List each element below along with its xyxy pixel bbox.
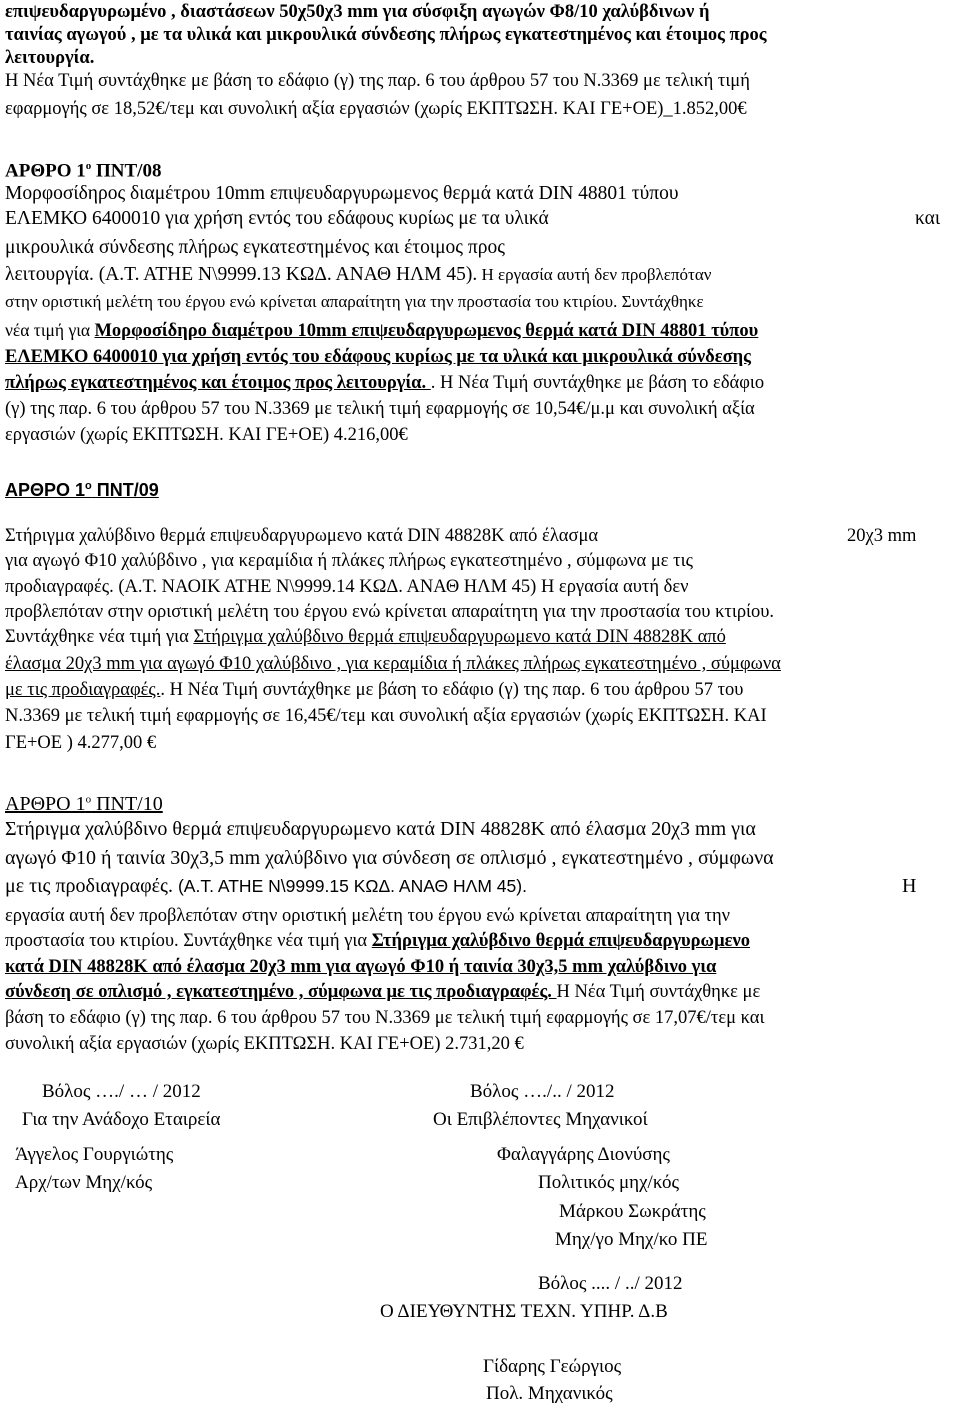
article-08-line-8	[5, 371, 764, 395]
article-09-line-5	[5, 625, 726, 649]
article-10-line-7b: Η Νέα Τιμή συντάχθηκε με	[556, 982, 761, 1002]
right-signature-role: Οι Επιβλέποντες Μηχανικοί	[433, 1109, 648, 1130]
article-10-heading-sup: ο	[85, 793, 92, 805]
article-08-heading	[5, 153, 161, 184]
intro-line-3: λειτουργία.	[5, 48, 95, 68]
article-08-line-6a: νέα τιμή για	[5, 320, 95, 340]
article-09-line-1b: 20χ3 mm	[847, 526, 917, 546]
article-09-line-4: προβλεπόταν στην οριστική μελέτη του έργου ενώ κρίνεται απαραίτητη για την προστασία του κτιρίου.	[5, 602, 775, 622]
intro-line-1: επιψευδαργυρωμένο , διαστάσεων 50χ50χ3 mm για σύσφιξη αγωγών Φ8/10 χαλύβδινων ή	[5, 2, 710, 22]
right-signature-name-2: Μάρκου Σωκράτης	[559, 1201, 706, 1222]
article-09-line-7a: με τις προδιαγραφές.	[5, 680, 161, 700]
article-10-line-8: βάση το εδάφιο (γ) της παρ. 6 του άρθρου 57 του Ν.3369 με τελική τιμή εφαρμογής σε 17,07€/τεμ και	[5, 1008, 765, 1028]
article-08-line-6	[5, 318, 758, 343]
left-signature-name: Άγγελος Γουργιώτης	[15, 1144, 174, 1165]
article-10-line-3c: Η	[902, 875, 917, 897]
director-signature-name: Γίδαρης Γεώργιος	[483, 1356, 622, 1377]
intro-line-5: εφαρμογής σε 18,52€/τεμ και συνολική αξία εργασιών (χωρίς ΕΚΠΤΩΣΗ. ΚΑΙ ΓΕ+ΟΕ)_1.852,00€	[5, 99, 747, 119]
article-09-line-1	[5, 524, 917, 548]
article-09-heading-code: ΠΝΤ/09	[91, 480, 159, 500]
director-signature-date: Βόλος .... / ../ 2012	[538, 1273, 683, 1294]
article-10-heading-text	[5, 793, 163, 815]
article-09-heading-text	[5, 480, 159, 500]
article-09-line-2: για αγωγό Φ10 χαλύβδινο , για κεραμίδια ή πλάκες πλήρως εγκατεστημένο , σύμφωνα με τις	[5, 551, 693, 571]
article-08-line-1: Μορφοσίδηρος διαμέτρου 10mm επιψευδαργυρωμενος θερμά κατά DIN 48801 τύπου	[5, 183, 679, 204]
article-08-line-9: (γ) της παρ. 6 του άρθρου 57 του Ν.3369 με τελική τιμή εφαρμογής σε 10,54€/μ.μ και συνολική αξία	[5, 399, 755, 419]
article-08-line-10: εργασιών (χωρίς ΕΚΠΤΩΣΗ. ΚΑΙ ΓΕ+ΟΕ) 4.216,00€	[5, 425, 408, 445]
intro-line-4: Η Νέα Τιμή συντάχθηκε με βάση το εδάφιο (γ) της παρ. 6 του άρθρου 57 του Ν.3369 με τελική τιμή	[5, 71, 750, 91]
article-08-line-3: μικρουλικά σύνδεσης πλήρως εγκατεστημένος και έτοιμος προς	[5, 237, 505, 258]
article-08-line-6b: Μορφοσίδηρο διαμέτρου 10mm επιψευδαργυρωμενος θερμά κατά DIN 48801 τύπου	[94, 321, 759, 341]
article-10-line-3	[5, 873, 917, 899]
left-signature-role: Για την Ανάδοχο Εταιρεία	[22, 1109, 221, 1130]
article-10-line-7a: σύνδεση σε οπλισμό , εγκατεστημένο , σύμφωνα με τις προδιαγραφές.	[5, 982, 557, 1002]
left-signature-date: Βόλος …./ … / 2012	[42, 1081, 201, 1102]
article-08-line-5: στην οριστική μελέτη του έργου ενώ κρίνεται απαραίτητη για την προστασία του κτιρίου. Συντάχθηκε	[5, 292, 704, 311]
article-08-line-8a: πλήρως εγκατεστημένος και έτοιμος προς λειτουργία.	[5, 373, 431, 393]
article-08-line-4b: Η εργασία αυτή δεν προβλεπόταν	[477, 265, 712, 284]
article-10-line-2: αγωγό Φ10 ή ταινία 30χ3,5 mm χαλύβδινο για σύνδεση σε οπλισμό , εγκατεστημένο , σύμφωνα	[5, 847, 774, 869]
right-signature-title-1: Πολιτικός μηχ/κός	[538, 1172, 680, 1193]
article-09-line-3: προδιαγραφές. (Α.Τ. ΝΑΟΙΚ ΑΤΗΕ Ν\9999.14 ΚΩΔ. ΑΝΑΘ ΗΛΜ 45) Η εργασία αυτή δεν	[5, 577, 689, 597]
director-signature-title: Πολ. Μηχανικός	[486, 1383, 613, 1404]
right-signature-date: Βόλος …./.. / 2012	[470, 1081, 615, 1102]
article-08-line-7: ΕΛΕΜΚΟ 6400010 για χρήση εντός του εδάφους κυρίως με τα υλικά και μικρουλικά σύνδεσης	[5, 347, 751, 367]
article-09-heading-prefix: ΑΡΘΡΟ 1	[5, 480, 86, 500]
article-09-line-8: Ν.3369 με τελική τιμή εφαρμογής σε 16,45€/τεμ και συνολική αξία εργασιών (χωρίς ΕΚΠΤΩΣΗ. ΚΑΙ	[5, 706, 767, 726]
intro-line-2: ταινίας αγωγού , με τα υλικά και μικρουλικά σύνδεσης πλήρως εγκατεστημένος και έτοιμος προς	[5, 25, 767, 45]
article-10-line-5b: Στήριγμα χαλύβδινο θερμά επιψευδαργυρωμενο	[371, 931, 750, 951]
director-signature-role: Ο ΔΙΕΥΘΥΝΤΗΣ ΤΕΧΝ. ΥΠΗΡ. Δ.Β	[380, 1301, 668, 1322]
article-10-line-4: εργασία αυτή δεν προβλεπόταν στην οριστική μελέτη του έργου ενώ κρίνεται απαραίτητη για την	[5, 906, 730, 926]
article-08-line-4	[5, 262, 711, 288]
article-10-line-6: κατά DIN 48828K από έλασμα 20χ3 mm για αγωγό Φ10 ή ταινία 30χ3,5 mm χαλύβδινο για	[5, 957, 717, 977]
article-10-line-3b: (Α.Τ. ΑΤΗΕ Ν\9999.15 ΚΩΔ. ΑΝΑΘ ΗΛΜ 45).	[177, 876, 527, 896]
article-09-line-5b: Στήριγμα χαλύβδινο θερμά επιψευδαργυρωμενο κατά DIN 48828K από	[193, 627, 726, 647]
article-08-line-4a: λειτουργία. (Α.Τ. ΑΤΗΕ Ν\9999.13 ΚΩΔ. ΑΝΑΘ ΗΛΜ 45).	[5, 264, 478, 285]
article-09-line-7	[5, 678, 743, 702]
article-09-heading	[5, 473, 159, 503]
article-08-heading-prefix: ΑΡΘΡΟ 1	[5, 160, 86, 182]
article-10-heading-prefix: ΑΡΘΡΟ 1	[5, 792, 86, 815]
article-09-line-6: έλασμα 20χ3 mm για αγωγό Φ10 χαλύβδινο , για κεραμίδια ή πλάκες πλήρως εγκατεστημένο , σύμφωνα	[5, 654, 781, 674]
article-08-line-8b: . Η Νέα Τιμή συντάχθηκε με βάση το εδάφιο	[430, 373, 765, 393]
left-signature-title: Αρχ/των Μηχ/κός	[15, 1172, 153, 1193]
article-08-line-2a: ΕΛΕΜΚΟ 6400010 για χρήση εντός του εδάφους κυρίως με τα υλικά	[5, 208, 549, 229]
article-08-line-2	[5, 206, 941, 232]
article-10-line-5a: προστασία του κτιρίου. Συντάχθηκε νέα τιμή για	[5, 931, 372, 951]
article-08-heading-sup: ο	[85, 160, 92, 172]
article-09-line-1a: Στήριγμα χαλύβδινο θερμά επιψευδαργυρωμενο κατά DIN 48828K από έλασμα	[5, 526, 599, 546]
article-09-line-5a: Συντάχθηκε νέα τιμή για	[5, 627, 194, 647]
right-signature-title-2: Μηχ/γο Μηχ/κο ΠΕ	[555, 1229, 708, 1250]
article-08-heading-code: ΠΝΤ/08	[91, 160, 162, 182]
article-10-line-9: συνολική αξία εργασιών (χωρίς ΕΚΠΤΩΣΗ. ΚΑΙ ΓΕ+ΟΕ) 2.731,20 €	[5, 1034, 524, 1054]
right-signature-name-1: Φαλαγγάρης Διονύσης	[497, 1144, 670, 1165]
article-10-line-3a: με τις προδιαγραφές.	[5, 875, 178, 897]
article-09-line-9: ΓΕ+ΟΕ ) 4.277,00 €	[5, 733, 157, 753]
article-10-heading	[5, 786, 163, 817]
article-09-heading-sup: ο	[85, 480, 92, 492]
article-09-line-7b: . Η Νέα Τιμή συντάχθηκε με βάση το εδάφιο (γ) της παρ. 6 του άρθρου 57 του	[160, 680, 744, 700]
article-10-heading-code: ΠΝΤ/10	[91, 792, 163, 815]
article-08-line-2b: και	[915, 208, 941, 229]
article-10-line-7	[5, 980, 760, 1004]
article-10-line-5	[5, 929, 750, 953]
article-10-line-1: Στήριγμα χαλύβδινο θερμά επιψευδαργυρωμενο κατά DIN 48828K από έλασμα 20χ3 mm για	[5, 818, 756, 840]
